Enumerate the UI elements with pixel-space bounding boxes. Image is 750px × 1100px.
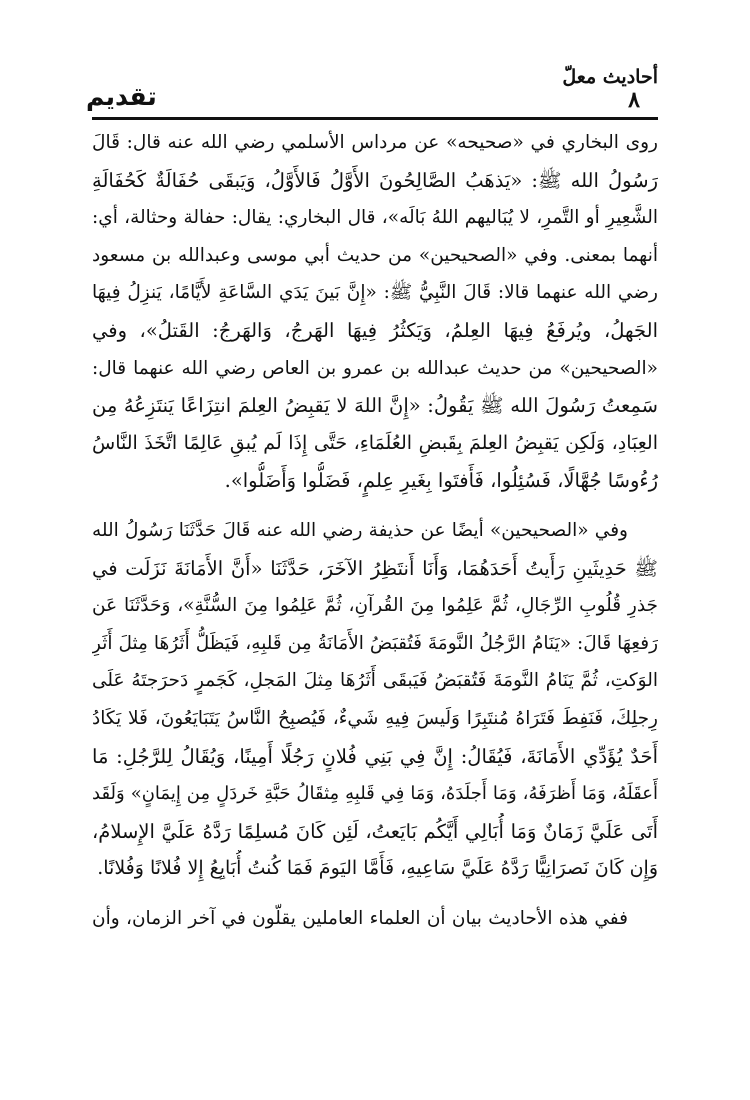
- text-line: سَمِعتُ رَسُولَ الله ﷺ يَقُولُ: «إِنَّ اللهَ لا يَقبِضُ العِلمَ انتِزَاعًا يَنتَزِعُهُ مِن: [92, 394, 658, 418]
- page-number: ٨: [628, 87, 640, 113]
- paragraph: [92, 124, 658, 500]
- text-line: رَفعِهَا قَالَ: «يَنَامُ الرَّجُلُ النَّومَةَ فَتُقبَضُ الأَمَانَةُ مِن قَلبِهِ، فَيَظَلُّ أَثَرُهَا مِثلَ أَثَرِ: [92, 632, 658, 654]
- text-line: جَذرِ قُلُوبِ الرِّجَالِ، ثُمَّ عَلِمُوا مِنَ القُرآنِ، ثُمَّ عَلِمُوا مِنَ السُّنَّةِ»، وَحَدَّثَنَا عَن: [92, 595, 658, 617]
- text-line: وفي «الصحيحين» أيضًا عن حذيفة رضي الله عنه قَالَ حَدَّثَنَا رَسُولُ الله: [92, 519, 628, 541]
- text-line: «الصحيحين» من حديث عبدالله بن عمرو بن العاص رضي الله عنهما قال:: [92, 357, 658, 379]
- page-header: [86, 66, 658, 118]
- text-line: روى البخاري في «صحيحه» عن مرداس الأسلمي رضي الله عنه قال: قَالَ: [92, 132, 658, 153]
- text-line: أنهما بمعنى. وفي «الصحيحين» من حديث أبي موسى وعبدالله بن مسعود: [92, 244, 658, 266]
- text-line: ﷺ حَدِيثَينِ رَأَيتُ أَحَدَهُمَا، وَأَنَا أَنتَظِرُ الآخَرَ، حَدَّثَنَا «أَنَّ الأَمَانَةَ نَزَلَت في: [92, 556, 658, 580]
- text-line: الشَّعِيرِ أو التَّمرِ، لا يُبَاليهم اللهُ بَالَه»، قال البخاري: يقال: حفالة وحثالة، أي:: [92, 207, 658, 229]
- text-line: أَحَدٌ يُؤَدِّي الأَمَانَةَ، فَيُقَالُ: إِنَّ فِي بَنِي فُلانٍ رَجُلًا أَمِينًا، وَيُقَالُ لِلرَّجُلِ: مَا: [92, 744, 658, 768]
- text-line: وَإِن كَانَ نَصرَانِيًّا رَدَّهُ عَلَيَّ سَاعِيهِ، فَأَمَّا اليَومَ فَمَا كُنتُ أُبَايِعُ إِلا فُلانًا وَفُلانًا.: [97, 857, 658, 880]
- text-line: رضي الله عنهما قالا: قَالَ النَّبِيُّ ﷺ: «إِنَّ بَينَ يَدَي السَّاعَةِ لأَيَّامًا، يَنزِلُ فِيهَا: [92, 282, 658, 304]
- header-rule: [92, 117, 658, 120]
- text-line: الوَكتِ، ثُمَّ يَنَامُ النَّومَةَ فَتُقبَضُ فَيَبقَى أَثَرُهَا مِثلَ المَجلِ، كَجَمرٍ دَحرَجتَهُ عَلَى: [92, 670, 658, 692]
- text-line: ففي هذه الأحاديث بيان أن العلماء العاملين يقلّون في آخر الزمان، وأن: [92, 907, 628, 929]
- section-title: تقديم: [86, 82, 157, 111]
- header-right: [562, 66, 658, 112]
- text-line: رِجلِكَ، فَنَفِطَ فَتَرَاهُ مُنتَبِرًا وَلَيسَ فِيهِ شَيءٌ، فَيُصبِحُ النَّاسُ يَتَبَايَعُونَ، فَلا يَكَادُ: [92, 707, 658, 729]
- running-book-title: أحاديث معلّ: [562, 66, 658, 88]
- main-text: [92, 124, 658, 949]
- text-line: الجَهلُ، ويُرفَعُ فِيهَا العِلمُ، وَيَكثُرُ فِيهَا الهَرجُ، وَالهَرجُ: القَتلُ»، وفي: [92, 318, 658, 342]
- text-line: أَتَى عَلَيَّ زَمَانٌ وَمَا أُبَالِي أَيَّكُم بَايَعتُ، لَئِن كَانَ مُسلِمًا رَدَّهُ عَلَيَّ الإِسلامُ،: [92, 819, 658, 843]
- paragraph: [92, 900, 658, 938]
- text-line: أَعقَلَهُ، وَمَا أَظرَفَهُ، وَمَا أَجلَدَهُ، وَمَا فِي قَلبِهِ مِثقَالُ حَبَّةِ خَردَلٍ مِن إِيمَانٍ» وَلَقَد: [92, 783, 658, 805]
- paragraph: [92, 512, 658, 888]
- text-line: رُءُوسًا جُهَّالًا، فَسُئِلُوا، فَأَفتَوا بِغَيرِ عِلمٍ، فَضَلُّوا وَأَضَلُّوا».: [224, 469, 658, 493]
- text-line: رَسُولُ الله ﷺ: «يَذهَبُ الصَّالِحُونَ الأَوَّلُ فَالأَوَّلُ، وَيَبقَى حُفَالَةٌ كَحُفَالَةِ: [92, 168, 658, 192]
- text-line: العِبَادِ، وَلَكِن يَقبِضُ العِلمَ بِقَبضِ العُلَمَاءِ، حَتَّى إِذَا لَم يُبقِ عَالِمًا اتَّخَذَ النَّاسُ: [92, 431, 658, 454]
